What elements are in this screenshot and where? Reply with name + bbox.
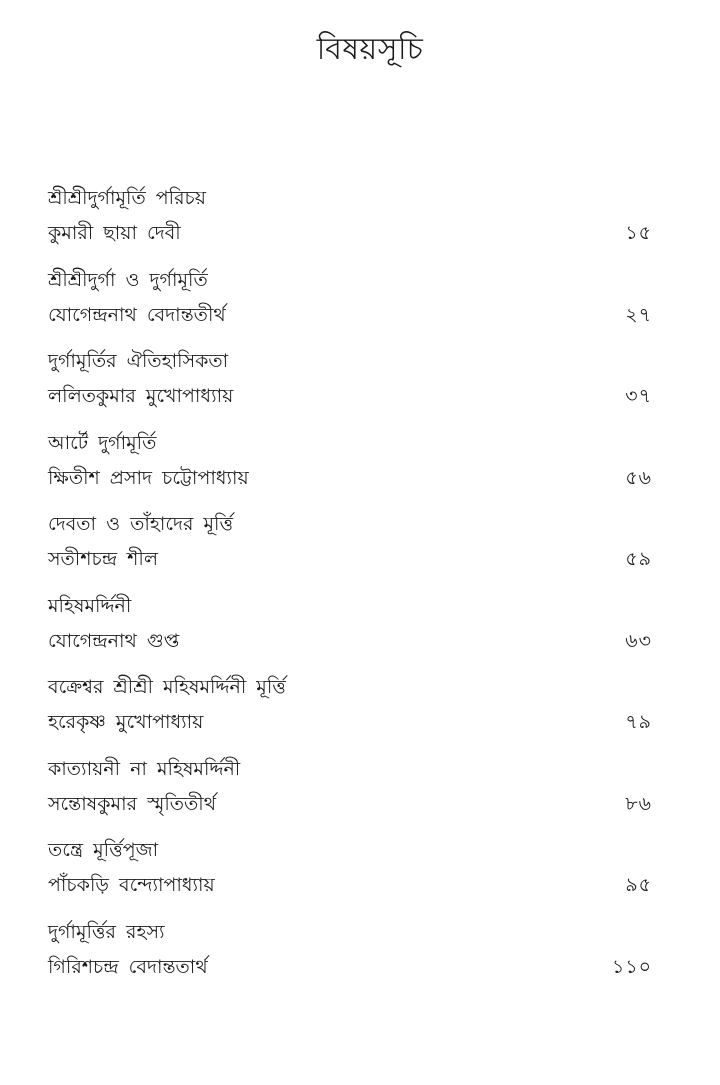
entry-title: আর্টে দুর্গামূর্তি [48, 431, 157, 454]
entry-author: ললিতকুমার মুখোপাধ্যায় [48, 385, 234, 407]
table-of-contents [48, 181, 656, 996]
toc-entry [48, 915, 656, 997]
entry-author: কুমারী ছায়া দেবী [48, 222, 181, 244]
toc-entry [48, 426, 656, 508]
toc-entry [48, 670, 656, 752]
entry-author: যোগেন্দ্রনাথ গুপ্ত [48, 629, 180, 652]
entry-author: হরেকৃষ্ণ মুখোপাধ্যায় [48, 711, 204, 733]
entry-author: সন্তোষকুমার স্মৃতিতীর্থ [48, 792, 217, 815]
toc-entry [48, 752, 656, 834]
entry-page-number: ১১০ [611, 955, 652, 978]
entry-author: গিরিশচন্দ্র বেদান্ততার্থ [48, 955, 208, 978]
entry-author: পাঁচকড়ি বন্দ্যোপাধ্যায় [48, 874, 215, 896]
entry-page-number: ২৭ [625, 303, 652, 326]
toc-entry [48, 833, 656, 915]
entry-page-number: ৩৭ [625, 385, 652, 407]
toc-entry [48, 589, 656, 671]
page-title: বিষয়সূচি [316, 32, 424, 67]
entry-page-number: ১৫ [625, 222, 652, 244]
toc-entry [48, 263, 656, 345]
entry-title: দুর্গামূর্ত্তির রহস্য [48, 920, 165, 943]
entry-page-number: ৫৯ [625, 548, 652, 570]
toc-entry [48, 344, 656, 426]
entry-page-number: ৬৩ [625, 629, 652, 652]
entry-title: শ্রীশ্রীদুর্গামূর্তি পরিচয় [48, 187, 206, 209]
entry-author: ক্ষিতীশ প্রসাদ চট্টোপাধ্যায় [48, 466, 249, 489]
entry-title: মহিষমর্দ্দিনী [48, 594, 132, 617]
entry-title: শ্রীশ্রীদুর্গা ও দুর্গামূর্তি [48, 268, 208, 291]
entry-author: সতীশচন্দ্র শীল [48, 548, 158, 570]
toc-entry [48, 181, 656, 263]
entry-page-number: ৮৬ [625, 792, 652, 815]
entry-title: তন্ত্রে মূর্ত্তিপূজা [48, 839, 159, 861]
entry-page-number: ৫৬ [625, 466, 652, 489]
entry-title: দুর্গামূর্তির ঐতিহাসিকতা [48, 350, 229, 372]
entry-title: দেবতা ও তাঁহাদের মূর্ত্তি [48, 513, 234, 535]
entry-page-number: ৯৫ [625, 874, 652, 896]
entry-author: যোগেন্দ্রনাথ বেদান্ততীর্থ [48, 303, 226, 326]
toc-entry [48, 507, 656, 589]
entry-title: কাত্যায়নী না মহিষমর্দ্দিনী [48, 757, 241, 780]
entry-title: বক্রেশ্বর শ্রীশ্রী মহিষমর্দ্দিনী মূর্ত্তি [48, 676, 286, 698]
entry-page-number: ৭৯ [625, 711, 652, 733]
